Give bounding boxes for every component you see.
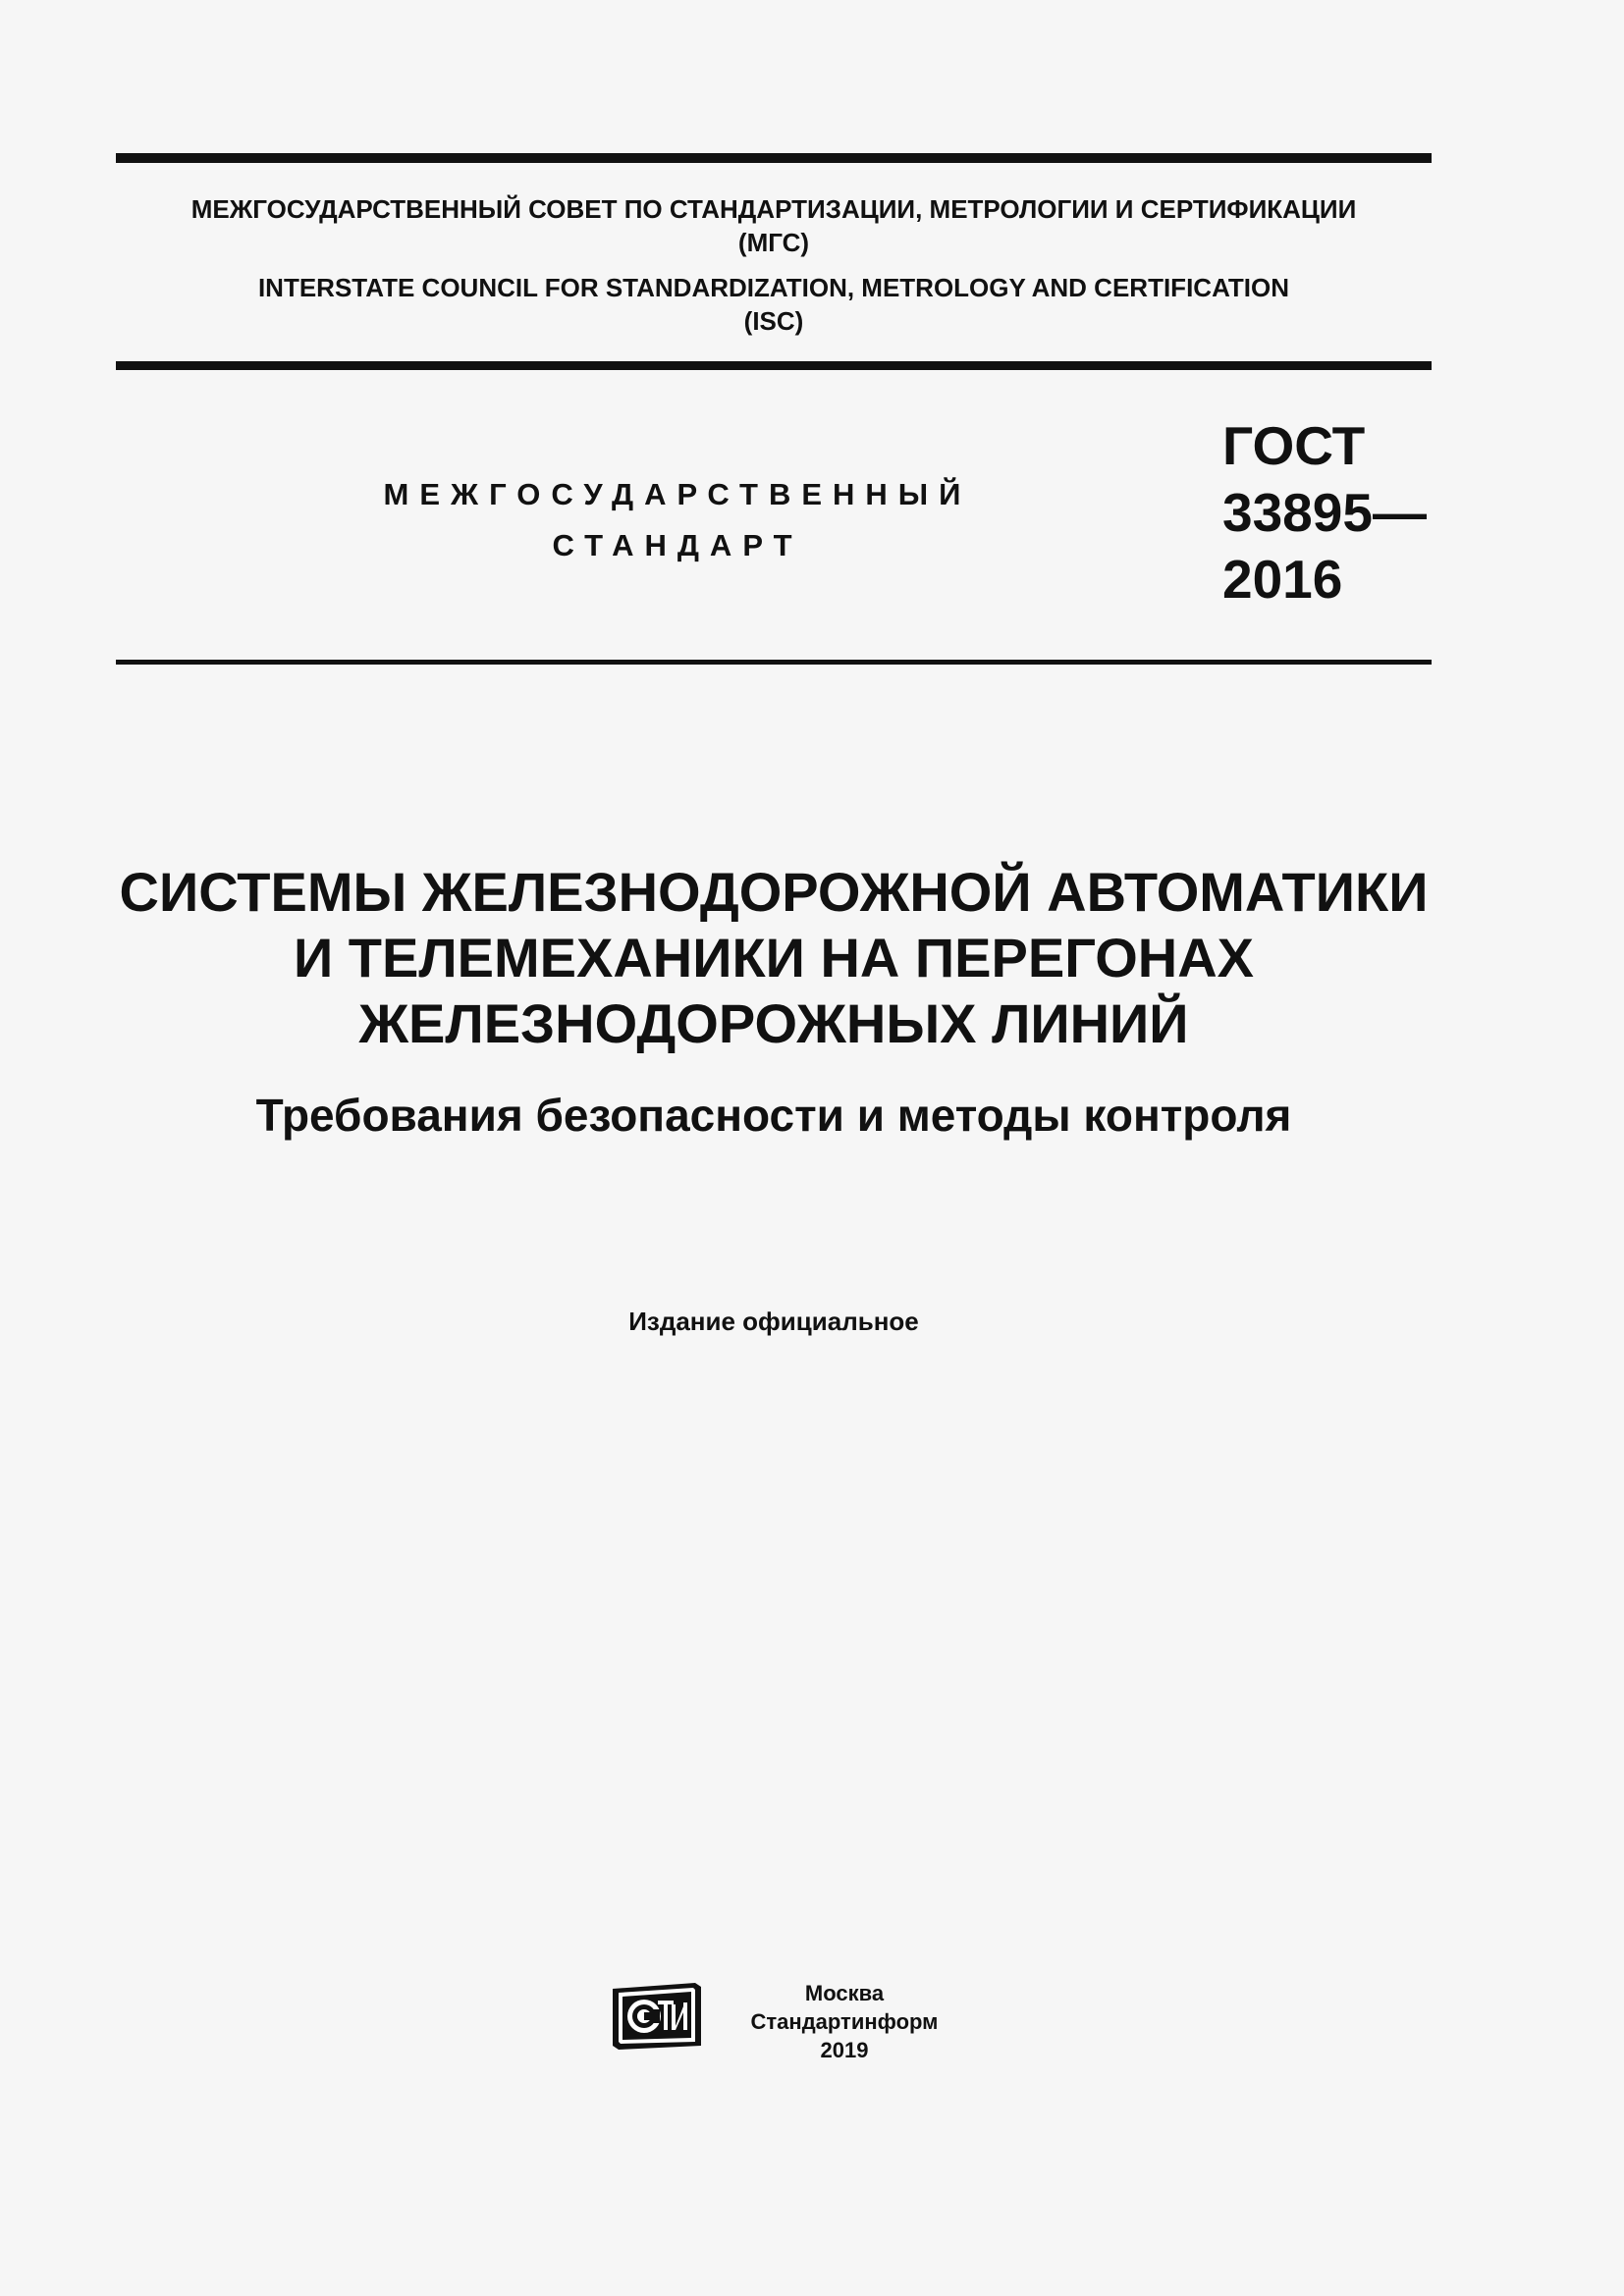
- council-name-ru: МЕЖГОСУДАРСТВЕННЫЙ СОВЕТ ПО СТАНДАРТИЗАЦИИ, МЕТРОЛОГИИ И СЕРТИФИКАЦИИ: [190, 194, 1357, 224]
- standard-type-line1: МЕЖГОСУДАРСТВЕННЫЙ: [383, 477, 972, 511]
- council-abbr-ru: (МГС): [737, 228, 810, 257]
- publisher-year: 2019: [820, 2038, 869, 2062]
- council-name-en: INTERSTATE COUNCIL FOR STANDARDIZATION, METROLOGY AND CERTIFICATION: [257, 273, 1290, 302]
- lower-divider: [116, 660, 1432, 665]
- middle-divider: [116, 361, 1432, 370]
- title-line3: ЖЕЛЕЗНОДОРОЖНЫХ ЛИНИЙ: [358, 992, 1189, 1054]
- standard-number-line1: ГОСТ: [1222, 415, 1366, 476]
- standard-number: [1222, 412, 1427, 613]
- title-line1: СИСТЕМЫ ЖЕЛЕЗНОДОРОЖНОЙ АВТОМАТИКИ: [119, 861, 1429, 923]
- document-subtitle: Требования безопасности и методы контроля: [255, 1090, 1292, 1141]
- publisher-city: Москва: [804, 1981, 885, 2005]
- council-header: [116, 192, 1432, 338]
- standard-number-line2: 33895—: [1222, 482, 1427, 543]
- standard-number-line3: 2016: [1222, 549, 1343, 610]
- standard-type-line2: СТАНДАРТ: [552, 528, 803, 562]
- title-line2: И ТЕЛЕМЕХАНИКИ НА ПЕРЕГОНАХ: [293, 927, 1255, 988]
- top-divider: [116, 153, 1432, 163]
- standard-type: [334, 469, 1021, 571]
- council-abbr-en: (ISC): [743, 306, 804, 336]
- edition-label: Издание официальное: [628, 1307, 919, 1336]
- publisher-block: [717, 1979, 972, 2064]
- publisher-name: Стандартинформ: [750, 2009, 939, 2034]
- standartinform-logo-icon: [609, 1981, 705, 2052]
- document-title: [116, 859, 1432, 1056]
